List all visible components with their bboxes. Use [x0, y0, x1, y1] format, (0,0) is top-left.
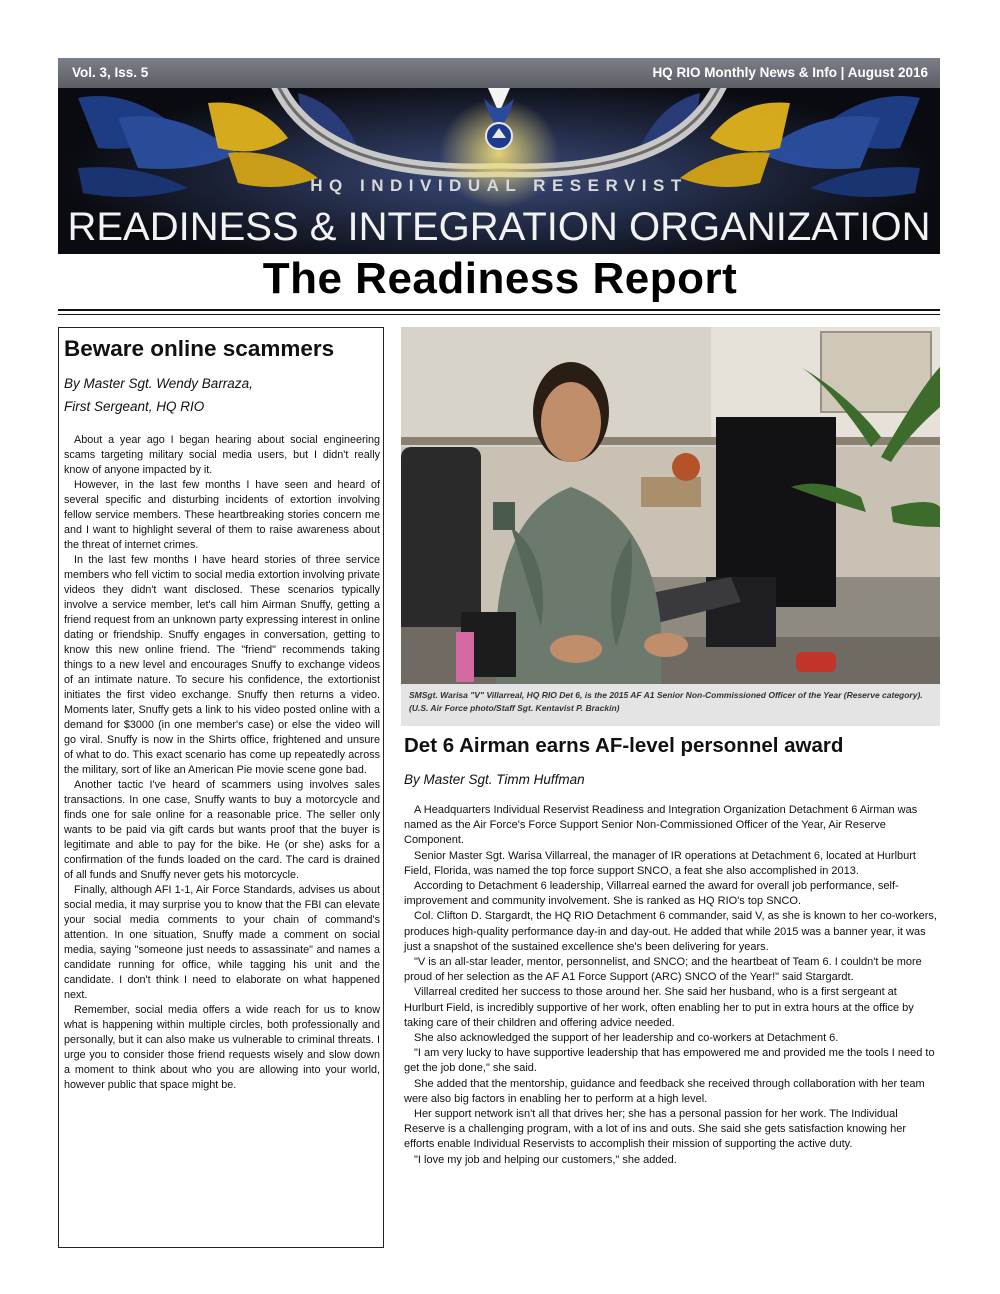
left-article-body — [64, 433, 380, 1093]
left-byline: By Master Sgt. Wendy Barraza, — [64, 376, 253, 391]
paragraph: She also acknowledged the support of her leadership and co-workers at Detachment 6. — [414, 1032, 839, 1045]
masthead-banner — [58, 58, 940, 254]
paragraph: According to Detachment 6 leadership, Villarreal earned the award for overall job performance, self-improvement and community involvement. She is ranked as HQ RIO's top SNCO. — [404, 880, 899, 908]
paragraph: In the last few months I have heard stories of three service members who fell victim to social media extortion involving private videos they didn't want disclosed. These scenarios typically involve a service member, let's call him Airman Snuffy, getting a friend request from an unknown party expressing interest in online dating or friendship. Snuffy engages in conversation, getting to know this new online friend. The "friend" recommends taking things to a new level and encourages Snuffy to exchange videos of an intimate nature. To secure his confidence, the extortionist initiates the first video exchange. Snuffy then returns a video. Moments later, Snuffy gets a link to his video posted online with a demand for $3000 (in one member's case) or else the video will go viral. Snuffy is now in the Shirts office, frightened and unsure of what to do. This exact scenario has come up repeatedly across the military, sort of like an American Pie movie scene gone bad. — [64, 554, 380, 776]
paragraph: Remember, social media offers a wide reach for us to know what is happening within multiple circles, both professionally and personally, but it can also make us vulnerable to criminal threats. I urge you to consider those friend requests wisely and slow down a moment to think about who you are allowing into your world, however public that space might be. — [64, 1004, 380, 1091]
paragraph: However, in the last few months I have seen and heard of several specific and disturbing incidents of extortion involving fellow service members. These heartbreaking stories concern me and I want to highlight several of them to raise awareness about the threat of internet crimes. — [64, 479, 380, 551]
paragraph: Col. Clifton D. Stargardt, the HQ RIO Detachment 6 commander, said V, as she is known to her co-workers, produces high-quality performance day-in and day-out. He added that while 2015 was a banner year, it was just a snapshot of the sustained excellence she's been delivering for years. — [404, 910, 937, 953]
paragraph: Villarreal credited her success to those around her. She said her husband, who is a first sergeant at Hurlburt Field, is incredibly supportive of her work, often enabling her to put in extra hours at the office by taking care of their children and offering advice needed. — [404, 986, 914, 1029]
title-rule — [58, 309, 940, 311]
airman-photo — [401, 327, 940, 684]
title-rule-thin — [58, 314, 940, 315]
left-headline: Beware online scammers — [64, 336, 335, 361]
right-byline: By Master Sgt. Timm Huffman — [404, 772, 585, 787]
paragraph: Senior Master Sgt. Warisa Villarreal, the manager of IR operations at Detachment 6, located at Hurlburt Field, Florida, was named the top force support SNCO, a feat she also accomplished in 2013. — [404, 849, 916, 877]
left-byline-title: First Sergeant, HQ RIO — [64, 399, 205, 414]
paragraph: Finally, although AFI 1-1, Air Force Standards, advises us about social media, it may surprise you to know that the FBI can elevate your social media comments to your chain of command's attention. In one situation, Snuffy made a comment on social media, saying "someone just needs to assassinate" and names a candidate running for office, while tagging his unit and the candidate. I don't think I need to elaborate on what happened next. — [64, 884, 380, 1001]
paragraph: A Headquarters Individual Reservist Readiness and Integration Organization Detachment 6 Airman was named as the Air Force's Force Support Senior Non-Commissioned Officer of the Year, Air Reserve Component. — [404, 804, 918, 847]
paragraph: She added that the mentorship, guidance and feedback she received through collaboration with her team were also big factors in enabling her to perform at a high level. — [404, 1077, 925, 1105]
photo-caption-box — [401, 684, 940, 726]
right-article-body — [404, 803, 938, 1168]
org-subname: HQ INDIVIDUAL RESERVIST — [310, 176, 688, 195]
paragraph: "V is an all-star leader, mentor, personnelist, and SNCO; and the heartbeat of Team 6. I couldn't be more proud of her selection as the AF A1 Force Support (ARC) SNCO of the Year!" said Stargardt. — [404, 956, 922, 984]
paragraph: Her support network isn't all that drives her; she has a personal passion for her work. The Individual Reserve is a challenging program, with a lot of ins and outs. She said she gets satisfaction knowing her efforts enable Individual Reservists to accomplish their mission of supporting the active duty. — [404, 1108, 906, 1151]
photo-caption: SMSgt. Warisa "V" Villarreal, HQ RIO Det 6, is the 2015 AF A1 Senior Non-Commissioned Officer of the Year (Reserve category). (U.S. Air Force photo/Staff Sgt. Kentavist P. Brackin) — [409, 690, 923, 713]
newsletter-info: HQ RIO Monthly News & Info | August 2016 — [652, 65, 928, 80]
paragraph: Another tactic I've heard of scammers using involves sales transactions. In one case, Snuffy wants to buy a motorcycle and finds one for sale online for a reasonable price. The seller only wants to be paid via gift cards but wants proof that the buyer is legitimate and able to pay for the bike. He (or she) asks for a confirmation of the funds loaded on the card. The card is drained of all funds and Snuffy never gets his motorcycle. — [64, 779, 380, 881]
org-name: READINESS & INTEGRATION ORGANIZATION — [67, 205, 931, 249]
paragraph: About a year ago I began hearing about social engineering scams targeting military social media users, but I didn't really know of anyone impacted by it. — [64, 434, 380, 476]
issue-bar — [58, 58, 940, 88]
newsletter-title: The Readiness Report — [262, 254, 738, 303]
paragraph: "I love my job and helping our customers," she added. — [414, 1153, 677, 1166]
office-scene-graphic — [401, 327, 940, 684]
left-article-box — [58, 327, 384, 1248]
volume-issue: Vol. 3, Iss. 5 — [72, 65, 149, 80]
paragraph: "I am very lucky to have supportive leadership that has empowered me and provided me the tools I need to get the job done," she said. — [404, 1047, 935, 1075]
right-headline: Det 6 Airman earns AF-level personnel award — [404, 734, 844, 757]
